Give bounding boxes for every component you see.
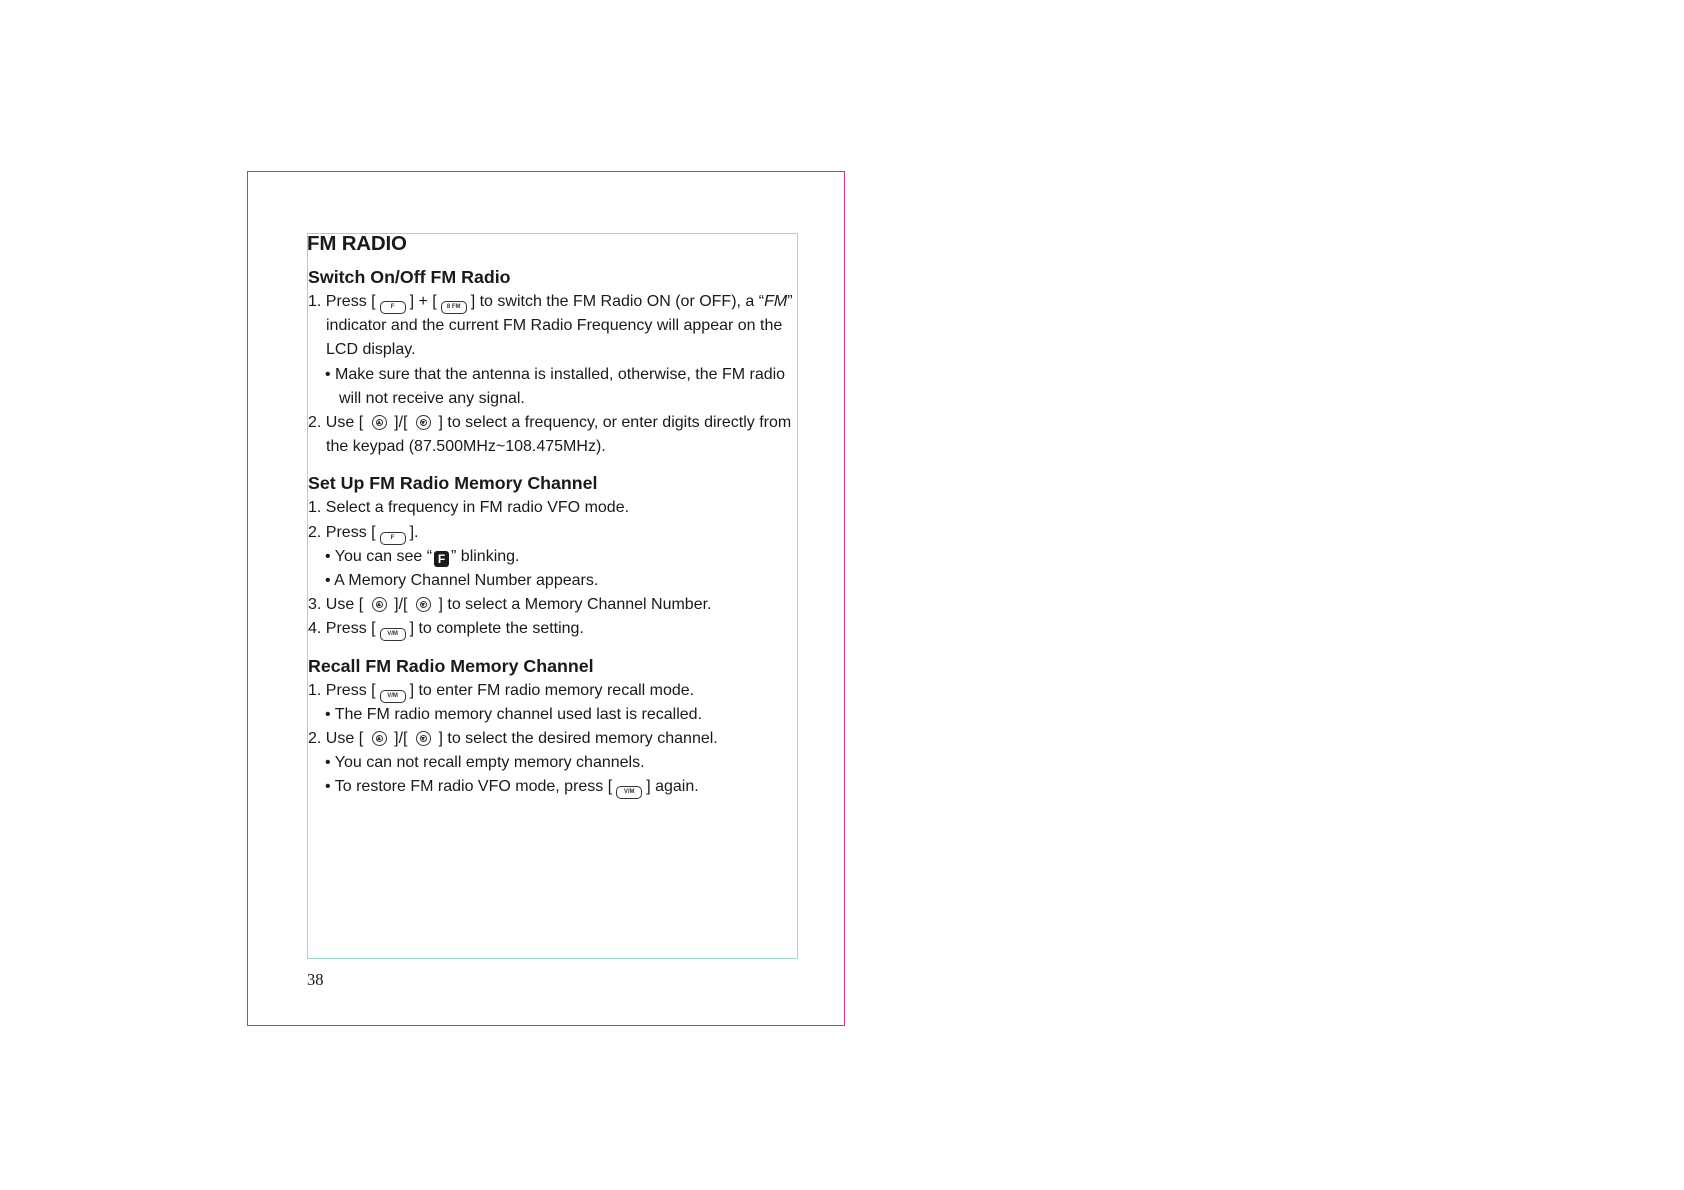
- section-switch-fm-radio: [307, 265, 800, 459]
- down-arrow-key-icon: [416, 597, 431, 612]
- up-arrow-key-icon: [372, 731, 387, 746]
- page-title: FM RADIO: [307, 232, 407, 255]
- step-text: ]/[: [394, 596, 408, 614]
- section-heading: Set Up FM Radio Memory Channel: [308, 473, 598, 494]
- section-setup-memory-channel: [307, 471, 800, 641]
- step-line: [308, 617, 800, 641]
- step-line: indicator and the current FM Radio Frequency will appear on the: [326, 317, 783, 335]
- manual-content: [307, 231, 800, 812]
- down-arrow-key-icon: [416, 415, 431, 430]
- step-line: [308, 679, 800, 703]
- page-number: 38: [307, 970, 324, 989]
- up-arrow-key-icon: [372, 415, 387, 430]
- section-recall-memory-channel: [307, 654, 800, 800]
- step-text: ] to select the desired memory channel.: [438, 730, 718, 748]
- step-text: ].: [409, 523, 419, 541]
- step-text: ] to enter FM radio memory recall mode.: [409, 681, 695, 699]
- section-heading: Switch On/Off FM Radio: [308, 267, 511, 287]
- step-line: 1. Select a frequency in FM radio VFO mode.: [308, 499, 630, 517]
- step-text: ] to complete the setting.: [409, 620, 584, 638]
- step-text: 1. Press [: [308, 293, 376, 310]
- step-line: [308, 290, 800, 314]
- bullet-text: ] again.: [646, 778, 699, 796]
- up-arrow-key-icon: [372, 597, 387, 612]
- step-text: ] to select a frequency, or enter digits directly from: [438, 414, 792, 432]
- bullet-line: will not receive any signal.: [339, 389, 525, 407]
- step-line: LCD display.: [326, 341, 416, 359]
- step-text: 1. Press [: [308, 681, 376, 699]
- bullet-line: [308, 775, 800, 799]
- step-text: ] + [: [409, 293, 437, 310]
- fm-key-icon: 8 FM: [441, 301, 467, 314]
- section-heading: Recall FM Radio Memory Channel: [308, 655, 594, 676]
- vm-key-icon: V/M: [380, 628, 406, 641]
- bullet-text: ” blinking.: [451, 547, 520, 565]
- function-key-icon: F: [380, 532, 406, 545]
- function-indicator-icon: F: [434, 551, 449, 567]
- bullet-line: • Make sure that the antenna is installed, otherwise, the FM radio: [325, 365, 786, 383]
- bullet-text: • You can see “: [325, 547, 433, 565]
- down-arrow-key-icon: [416, 731, 431, 746]
- step-text: ] to select a Memory Channel Number.: [438, 596, 712, 614]
- fm-indicator-text: FM: [764, 293, 788, 310]
- step-text: 2. Press [: [308, 523, 376, 541]
- bullet-text: • To restore FM radio VFO mode, press [: [325, 778, 613, 796]
- step-text: ”: [787, 293, 793, 310]
- function-key-icon: F: [380, 301, 406, 314]
- step-text: ]/[: [394, 730, 408, 748]
- step-text: ]/[: [394, 414, 408, 432]
- vm-key-icon: V/M: [616, 786, 642, 799]
- step-text: 2. Use [: [308, 414, 364, 432]
- bullet-line: [308, 545, 800, 569]
- step-text: 3. Use [: [308, 596, 364, 614]
- step-text: 4. Press [: [308, 620, 376, 638]
- step-text: ] to switch the FM Radio ON (or OFF), a “: [470, 293, 765, 310]
- step-line: [308, 593, 800, 617]
- step-line: the keypad (87.500MHz~108.475MHz).: [326, 438, 606, 456]
- bullet-line: • A Memory Channel Number appears.: [325, 572, 599, 590]
- vm-key-icon: V/M: [380, 690, 406, 703]
- bullet-line: • You can not recall empty memory channels.: [325, 754, 645, 772]
- step-text: 2. Use [: [308, 730, 364, 748]
- step-line: [308, 411, 800, 435]
- step-line: [308, 521, 800, 545]
- bullet-line: • The FM radio memory channel used last is recalled.: [325, 705, 703, 723]
- step-line: [308, 727, 800, 751]
